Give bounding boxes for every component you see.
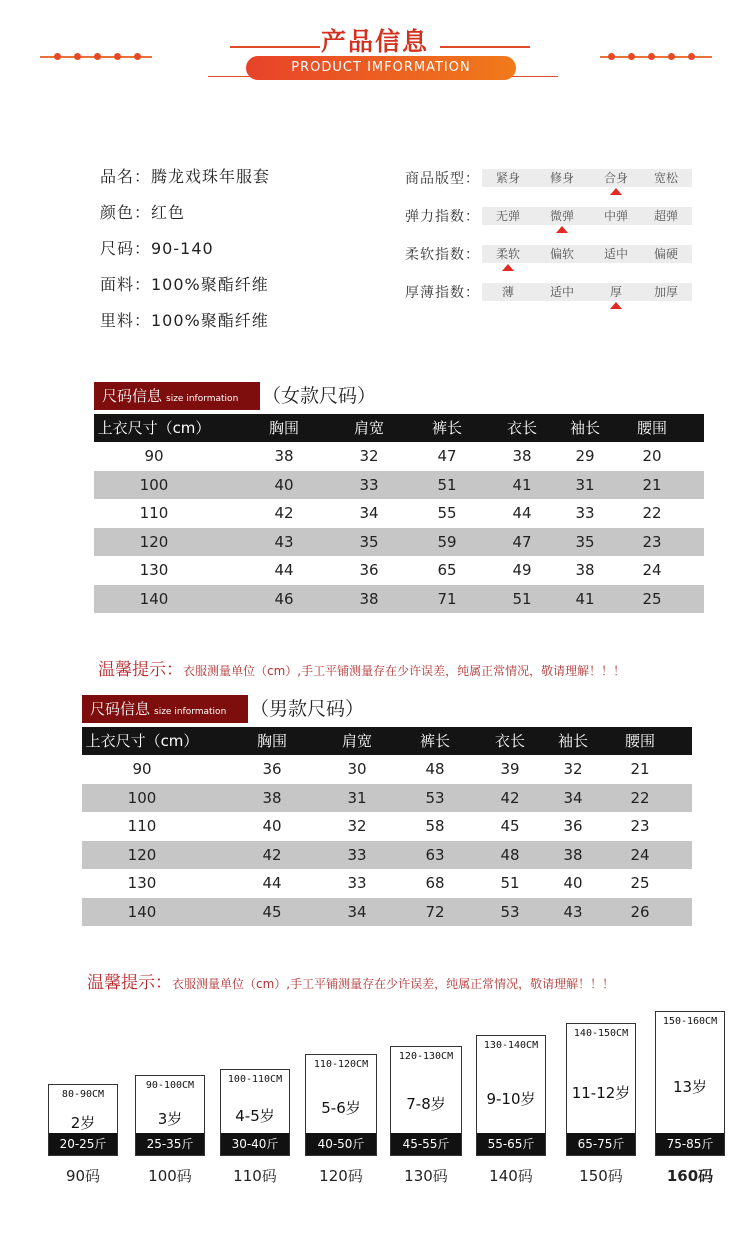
table-cell: 23 (630, 817, 650, 835)
card-size-label: 100码 (148, 1167, 192, 1185)
card-size-label: 150码 (579, 1167, 623, 1185)
age-card (655, 1011, 725, 1156)
index-option: 适中 (603, 247, 628, 261)
men-size-subtitle: （男款尺码） (250, 698, 365, 720)
column-header: 腰围 (624, 732, 655, 750)
index-marker (502, 264, 514, 271)
table-cell: 33 (575, 504, 595, 522)
table-cell: 40 (274, 475, 294, 494)
table-cell: 47 (437, 447, 457, 465)
table-cell: 120 (139, 532, 169, 551)
card-weight: 30-40斤 (221, 1133, 289, 1155)
page-title: 产品信息 (320, 27, 429, 56)
column-header: 肩宽 (341, 732, 372, 750)
table-cell: 47 (512, 532, 532, 551)
table-cell: 65 (437, 561, 457, 579)
table-cell: 32 (359, 447, 379, 465)
index-marker (610, 302, 622, 309)
table-cell: 71 (437, 589, 457, 608)
table-cell: 90 (132, 760, 152, 778)
table-cell: 38 (512, 447, 532, 465)
page-subtitle: PRODUCT IMFORMATION (246, 56, 516, 80)
index-marker (610, 188, 622, 195)
table-cell: 29 (575, 447, 595, 465)
column-header: 衣长 (494, 732, 525, 750)
index-option: 适中 (549, 285, 574, 299)
product-fabric: 面料：100%聚酯纤维 (100, 275, 269, 294)
table-cell: 140 (139, 589, 169, 608)
table-cell: 38 (274, 447, 294, 465)
table-cell: 33 (359, 475, 379, 494)
men-tag-small: size information (154, 707, 227, 717)
age-card (48, 1084, 118, 1156)
men-notice (87, 968, 614, 993)
table-cell: 45 (500, 817, 520, 835)
card-weight: 40-50斤 (306, 1133, 376, 1155)
index-label: 弹力指数： (405, 209, 480, 225)
table-row (82, 841, 692, 870)
women-notice-text: 衣服测量单位（cm）,手工平铺测量存在少许误差，纯属正常情况，敬请理解！！！ (183, 664, 626, 678)
men-table-header (82, 727, 692, 755)
index-option: 修身 (549, 171, 574, 185)
table-row (82, 898, 692, 927)
card-height-range: 90-100CM (145, 1080, 195, 1091)
table-cell: 110 (139, 504, 169, 522)
table-cell: 100 (139, 475, 169, 494)
table-cell: 38 (359, 589, 379, 608)
table-cell: 53 (500, 902, 520, 921)
table-cell: 42 (262, 845, 282, 864)
index-label: 商品版型： (405, 171, 480, 187)
age-card (220, 1069, 290, 1156)
index-bar (482, 283, 692, 301)
table-row (82, 812, 692, 841)
index-bar (482, 169, 692, 187)
column-header: 上衣尺寸（cm） (97, 419, 211, 437)
card-height-range: 110-120CM (313, 1059, 369, 1070)
men-notice-text: 衣服测量单位（cm）,手工平铺测量存在少许误差，纯属正常情况，敬请理解！！！ (172, 977, 615, 991)
table-cell: 43 (274, 532, 294, 551)
table-cell: 42 (500, 788, 520, 807)
card-height-range: 80-90CM (61, 1089, 105, 1100)
table-cell: 38 (575, 561, 595, 579)
table-row (94, 585, 704, 614)
table-cell: 41 (575, 589, 595, 608)
table-cell: 51 (500, 874, 520, 892)
index-option: 柔软 (495, 247, 520, 261)
table-cell: 130 (127, 874, 157, 892)
table-cell: 55 (437, 504, 457, 522)
index-option: 厚 (609, 285, 622, 299)
table-row (82, 755, 692, 784)
table-cell: 34 (563, 788, 583, 807)
table-cell: 59 (437, 532, 457, 551)
index-option: 微弹 (549, 209, 574, 223)
card-age: 11-12岁 (571, 1084, 631, 1102)
card-age: 9-10岁 (486, 1090, 536, 1108)
card-height-range: 140-150CM (573, 1028, 629, 1039)
card-size-label: 160码 (666, 1167, 714, 1185)
card-age: 13岁 (672, 1078, 708, 1096)
card-height-range: 100-110CM (227, 1074, 283, 1085)
table-cell: 51 (437, 475, 457, 494)
men-size-table (82, 727, 692, 926)
table-cell: 21 (642, 475, 662, 494)
card-age: 5-6岁 (321, 1099, 361, 1117)
table-cell: 49 (512, 561, 532, 579)
table-cell: 51 (512, 589, 532, 608)
age-card (390, 1046, 462, 1156)
table-cell: 24 (630, 845, 650, 864)
women-size-tag (94, 382, 260, 410)
index-option: 宽松 (653, 171, 678, 185)
table-cell: 33 (347, 845, 367, 864)
column-header: 胸围 (268, 419, 299, 437)
table-cell: 35 (575, 532, 595, 551)
table-row (94, 442, 704, 471)
age-card (476, 1035, 546, 1156)
table-row (82, 784, 692, 813)
table-cell: 31 (347, 788, 367, 807)
column-header: 衣长 (506, 419, 537, 437)
product-name: 品名：腾龙戏珠年服套 (100, 167, 271, 186)
table-cell: 34 (347, 902, 367, 921)
table-cell: 43 (563, 902, 583, 921)
table-cell: 41 (512, 475, 532, 494)
women-notice-label: 温馨提示： (98, 660, 183, 680)
card-weight: 65-75斤 (567, 1133, 635, 1155)
card-weight: 25-35斤 (136, 1133, 204, 1155)
table-cell: 44 (262, 874, 282, 892)
card-weight: 75-85斤 (656, 1133, 724, 1155)
women-tag-small: size information (166, 394, 239, 404)
product-lining: 里料：100%聚酯纤维 (100, 311, 269, 330)
table-cell: 58 (425, 817, 445, 835)
card-size-label: 110码 (233, 1167, 277, 1185)
table-cell: 32 (563, 760, 583, 778)
table-cell: 100 (127, 788, 157, 807)
table-cell: 40 (262, 817, 282, 835)
table-cell: 36 (359, 561, 379, 579)
card-age: 3岁 (157, 1110, 183, 1128)
table-cell: 25 (630, 874, 650, 892)
table-cell: 63 (425, 845, 445, 864)
index-marker (556, 226, 568, 233)
column-header: 上衣尺寸（cm） (85, 732, 199, 750)
card-height-range: 150-160CM (662, 1016, 718, 1027)
table-cell: 35 (359, 532, 379, 551)
index-option: 合身 (603, 171, 628, 185)
column-header: 裤长 (431, 419, 462, 437)
men-size-tag (82, 695, 248, 723)
table-cell: 48 (500, 845, 520, 864)
card-weight: 55-65斤 (477, 1133, 545, 1155)
column-header: 裤长 (419, 732, 450, 750)
index-option: 紧身 (495, 171, 520, 185)
card-size-label: 120码 (319, 1167, 363, 1185)
index-label: 厚薄指数： (405, 285, 480, 301)
index-label: 柔软指数： (405, 247, 480, 263)
table-row (94, 556, 704, 585)
index-option: 偏软 (549, 247, 574, 261)
table-cell: 23 (642, 532, 662, 551)
table-cell: 39 (500, 760, 520, 778)
table-cell: 36 (262, 760, 282, 778)
card-weight: 45-55斤 (391, 1133, 461, 1155)
table-cell: 120 (127, 845, 157, 864)
table-cell: 30 (347, 760, 367, 778)
index-option: 无弹 (495, 209, 520, 223)
product-size: 尺码：90-140 (100, 239, 214, 258)
women-size-table (94, 414, 704, 613)
age-card (135, 1075, 205, 1156)
men-notice-label: 温馨提示： (87, 973, 172, 993)
table-cell: 110 (127, 817, 157, 835)
women-notice (98, 655, 625, 680)
card-size-label: 130码 (404, 1167, 448, 1185)
table-cell: 33 (347, 874, 367, 892)
column-header: 袖长 (557, 732, 588, 750)
table-cell: 45 (262, 902, 282, 921)
card-age: 7-8岁 (406, 1095, 446, 1113)
table-cell: 31 (575, 475, 595, 494)
table-cell: 22 (642, 504, 662, 522)
product-color: 颜色：红色 (100, 203, 186, 222)
card-size-label: 140码 (489, 1167, 533, 1185)
table-cell: 44 (512, 504, 532, 522)
women-table-header (94, 414, 704, 442)
index-bar (482, 207, 692, 225)
index-option: 超弹 (653, 209, 678, 223)
women-size-subtitle: （女款尺码） (262, 385, 377, 407)
index-option: 加厚 (653, 285, 678, 299)
card-height-range: 130-140CM (483, 1040, 539, 1051)
card-height-range: 120-130CM (398, 1051, 454, 1062)
men-tag-label: 尺码信息 (90, 700, 151, 718)
table-cell: 44 (274, 561, 294, 579)
table-cell: 34 (359, 504, 379, 522)
women-tag-label: 尺码信息 (102, 387, 163, 405)
table-cell: 40 (563, 874, 583, 892)
card-size-label: 90码 (65, 1167, 101, 1185)
index-option: 薄 (501, 285, 514, 299)
card-weight: 20-25斤 (49, 1133, 117, 1155)
index-option: 中弹 (603, 209, 628, 223)
table-cell: 46 (274, 589, 294, 608)
table-cell: 25 (642, 589, 662, 608)
index-option: 偏硬 (653, 247, 678, 261)
column-header: 胸围 (256, 732, 287, 750)
table-cell: 38 (563, 845, 583, 864)
table-row (94, 499, 704, 528)
column-header: 腰围 (636, 419, 667, 437)
table-cell: 53 (425, 788, 445, 807)
card-age: 4-5岁 (235, 1107, 275, 1125)
column-header: 袖长 (569, 419, 600, 437)
table-cell: 130 (139, 561, 169, 579)
card-age: 2岁 (70, 1114, 96, 1132)
age-card (566, 1023, 636, 1156)
table-cell: 22 (630, 788, 650, 807)
age-card (305, 1054, 377, 1156)
table-cell: 26 (630, 902, 650, 921)
table-cell: 42 (274, 504, 294, 522)
table-cell: 36 (563, 817, 583, 835)
column-header: 肩宽 (353, 419, 384, 437)
table-cell: 24 (642, 561, 662, 579)
index-bar (482, 245, 692, 263)
table-row (94, 471, 704, 500)
table-cell: 38 (262, 788, 282, 807)
table-row (94, 528, 704, 557)
table-cell: 68 (425, 874, 445, 892)
table-cell: 140 (127, 902, 157, 921)
table-row (82, 869, 692, 898)
table-cell: 48 (425, 760, 445, 778)
table-cell: 21 (630, 760, 650, 778)
table-cell: 90 (144, 447, 164, 465)
table-cell: 32 (347, 817, 367, 835)
table-cell: 72 (425, 902, 445, 921)
table-cell: 20 (642, 447, 662, 465)
